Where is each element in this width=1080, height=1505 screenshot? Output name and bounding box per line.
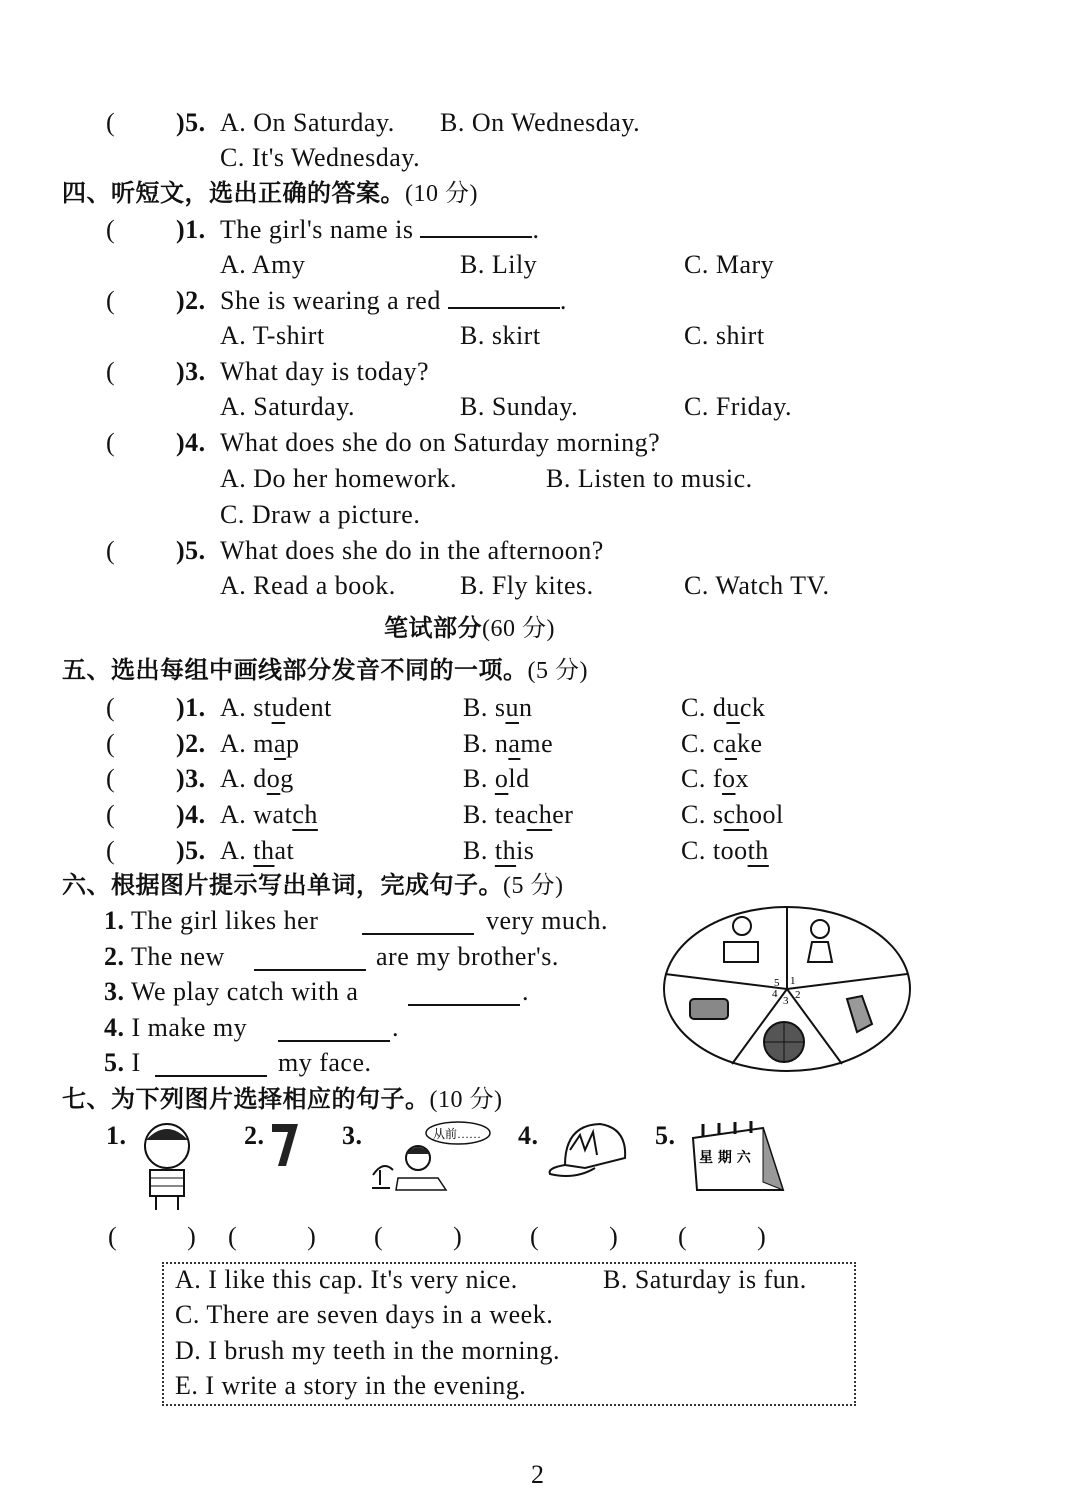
- underlined-letters: u: [505, 693, 519, 722]
- answer-blank[interactable]: [155, 1075, 267, 1077]
- picture-number-4: 4.: [518, 1121, 539, 1150]
- question-number: )3.: [176, 357, 206, 386]
- option-b: B. Sunday.: [460, 392, 579, 421]
- section-7-heading: 七、为下列图片选择相应的句子。(10 分): [62, 1085, 503, 1113]
- option-b: B. Listen to music.: [546, 464, 753, 493]
- answer-paren[interactable]: (: [106, 428, 116, 457]
- option-c: C. Watch TV.: [684, 571, 830, 600]
- boy-writing-story-picture: [368, 1120, 493, 1195]
- option-a: A. T-shirt: [220, 321, 325, 350]
- answer-paren-4[interactable]: ( ): [530, 1222, 619, 1251]
- answer-paren[interactable]: (: [106, 728, 116, 758]
- answer-paren[interactable]: (: [106, 764, 116, 794]
- option-a: A. Read a book.: [220, 571, 396, 600]
- underlined-letters: u: [271, 693, 286, 722]
- option-c: C. duck: [681, 693, 766, 722]
- underlined-letters: th: [253, 835, 275, 865]
- answer-blank[interactable]: [408, 1004, 520, 1006]
- option-a: A. map: [220, 728, 300, 758]
- underlined-letters: a: [724, 728, 737, 758]
- option-b: B. old: [463, 764, 530, 794]
- pie-label-1: 1: [790, 975, 796, 987]
- answer-blank: [420, 214, 532, 238]
- sentence-end: .: [392, 1012, 399, 1042]
- answer-paren: (: [106, 108, 116, 137]
- picture-number-3: 3.: [342, 1121, 363, 1150]
- answer-blank[interactable]: [254, 969, 366, 971]
- option-a: A. Saturday.: [220, 392, 356, 421]
- option-b: B. name: [463, 728, 554, 758]
- option-c: C. It's Wednesday.: [220, 143, 421, 172]
- option-c: C. Draw a picture.: [220, 500, 421, 529]
- sentence: 1. The girl likes her: [104, 906, 319, 935]
- section-5-heading: 五、选出每组中画线部分发音不同的一项。(5 分): [62, 656, 588, 684]
- option-a: A. Do her homework.: [220, 464, 457, 493]
- option-b: B. skirt: [460, 321, 541, 350]
- answer-paren[interactable]: (: [106, 693, 116, 722]
- question-number: )5.: [176, 108, 206, 137]
- sentence: 2. The new: [104, 941, 225, 971]
- underlined-letters: o: [722, 764, 736, 794]
- sentence: 3. We play catch with a: [104, 977, 359, 1007]
- pie-label-2: 2: [795, 989, 801, 1001]
- option-b: B. On Wednesday.: [440, 108, 641, 137]
- option-a: A. watch: [220, 800, 318, 830]
- answer-paren-3[interactable]: ( ): [374, 1222, 463, 1251]
- option-a: A. Amy: [220, 250, 306, 279]
- svg-text:从前……: 从前……: [433, 1127, 482, 1141]
- question-number: )2.: [176, 286, 206, 315]
- option-c: C. Friday.: [684, 392, 793, 421]
- sentence: 5. I: [104, 1048, 141, 1078]
- written-part-heading: 笔试部分(60 分): [384, 614, 555, 642]
- question-text: What does she do in the afternoon?: [220, 536, 604, 565]
- underlined-letters: ch: [292, 800, 318, 830]
- option-c: C. cake: [681, 728, 763, 758]
- option-b: B. teacher: [463, 800, 574, 830]
- pie-label-3: 3: [783, 995, 789, 1007]
- underlined-letters: a: [508, 728, 521, 758]
- sentence-end: .: [522, 977, 529, 1007]
- answer-paren-1[interactable]: ( ): [108, 1222, 197, 1251]
- question-number: )2.: [176, 728, 206, 758]
- answer-paren-2[interactable]: ( ): [228, 1222, 317, 1251]
- sentence-end: very much.: [486, 906, 608, 935]
- sentence: 4. I make my: [104, 1012, 248, 1042]
- pie-label-4: 4: [772, 988, 778, 1000]
- underlined-letters: o: [266, 764, 281, 794]
- sentence-option-c: C. There are seven days in a week.: [175, 1300, 554, 1329]
- svg-text:星 期 六: 星 期 六: [699, 1150, 751, 1166]
- option-a: A. On Saturday.: [220, 108, 395, 137]
- option-b: B. Lily: [460, 250, 538, 279]
- boy-brushing-teeth-picture: [132, 1118, 202, 1213]
- boy-washing-icon: [733, 917, 751, 935]
- picture-number-5: 5.: [655, 1121, 676, 1150]
- bed-icon: [690, 999, 728, 1019]
- girl-icon: [811, 920, 829, 938]
- sentence-end: are my brother's.: [376, 941, 559, 971]
- answer-paren[interactable]: (: [106, 357, 116, 386]
- section-4-heading: 四、听短文，选出正确的答案。(10 分): [62, 179, 478, 207]
- socks-icon: [847, 996, 872, 1032]
- question-text: What day is today?: [220, 357, 429, 386]
- answer-blank[interactable]: [278, 1040, 390, 1042]
- sentence-option-e: E. I write a story in the evening.: [175, 1371, 527, 1400]
- question-number: )5.: [176, 536, 206, 565]
- option-c: C. shirt: [684, 321, 765, 350]
- number-seven-picture: [270, 1120, 300, 1168]
- question-number: )1.: [176, 215, 206, 244]
- answer-paren[interactable]: (: [106, 536, 116, 565]
- option-b: B. Fly kites.: [460, 571, 594, 600]
- question-text: What does she do on Saturday morning?: [220, 428, 661, 457]
- answer-paren[interactable]: (: [106, 800, 116, 830]
- pie-picture: [662, 904, 912, 1074]
- answer-paren[interactable]: (: [106, 286, 116, 315]
- underlined-letters: a: [274, 728, 287, 758]
- answer-paren-5[interactable]: ( ): [678, 1222, 767, 1251]
- answer-blank: [448, 285, 560, 309]
- picture-number-2: 2.: [244, 1121, 265, 1150]
- option-a: A. that: [220, 835, 295, 865]
- option-a: A. student: [220, 693, 332, 722]
- sentence-option-b: B. Saturday is fun.: [603, 1265, 807, 1294]
- underlined-letters: o: [494, 764, 509, 794]
- cap-picture: [545, 1120, 630, 1182]
- question-text: The girl's name is .: [220, 215, 540, 244]
- pie-label-5: 5: [774, 977, 780, 989]
- section-6-heading: 六、根据图片提示写出单词，完成句子。(5 分): [62, 871, 564, 899]
- option-c: C. fox: [681, 764, 749, 794]
- calendar-saturday-picture: [685, 1120, 785, 1195]
- underlined-letters: th: [494, 835, 517, 865]
- question-number: )1.: [176, 693, 206, 722]
- sentence-end: my face.: [278, 1048, 372, 1078]
- underlined-letters: ch: [526, 800, 553, 830]
- option-c: C. tooth: [681, 835, 769, 865]
- question-number: )3.: [176, 764, 206, 794]
- underlined-letters: u: [726, 693, 740, 722]
- option-c: C. school: [681, 800, 784, 830]
- answer-blank[interactable]: [362, 933, 474, 935]
- underlined-letters: ch: [723, 800, 750, 830]
- option-c: C. Mary: [684, 250, 775, 279]
- answer-paren[interactable]: (: [106, 215, 116, 244]
- answer-paren[interactable]: (: [106, 835, 116, 865]
- option-b: B. sun: [463, 693, 533, 722]
- option-b: B. this: [463, 835, 535, 865]
- question-number: )4.: [176, 800, 206, 830]
- underlined-letters: th: [747, 835, 769, 865]
- question-text: She is wearing a red .: [220, 286, 567, 315]
- sentence-option-d: D. I brush my teeth in the morning.: [175, 1336, 561, 1365]
- page-number: 2: [531, 1460, 545, 1489]
- sentence-option-a: A. I like this cap. It's very nice.: [175, 1265, 518, 1294]
- option-a: A. dog: [220, 764, 294, 794]
- question-number: )5.: [176, 835, 206, 865]
- picture-number-1: 1.: [106, 1121, 127, 1150]
- question-number: )4.: [176, 428, 206, 457]
